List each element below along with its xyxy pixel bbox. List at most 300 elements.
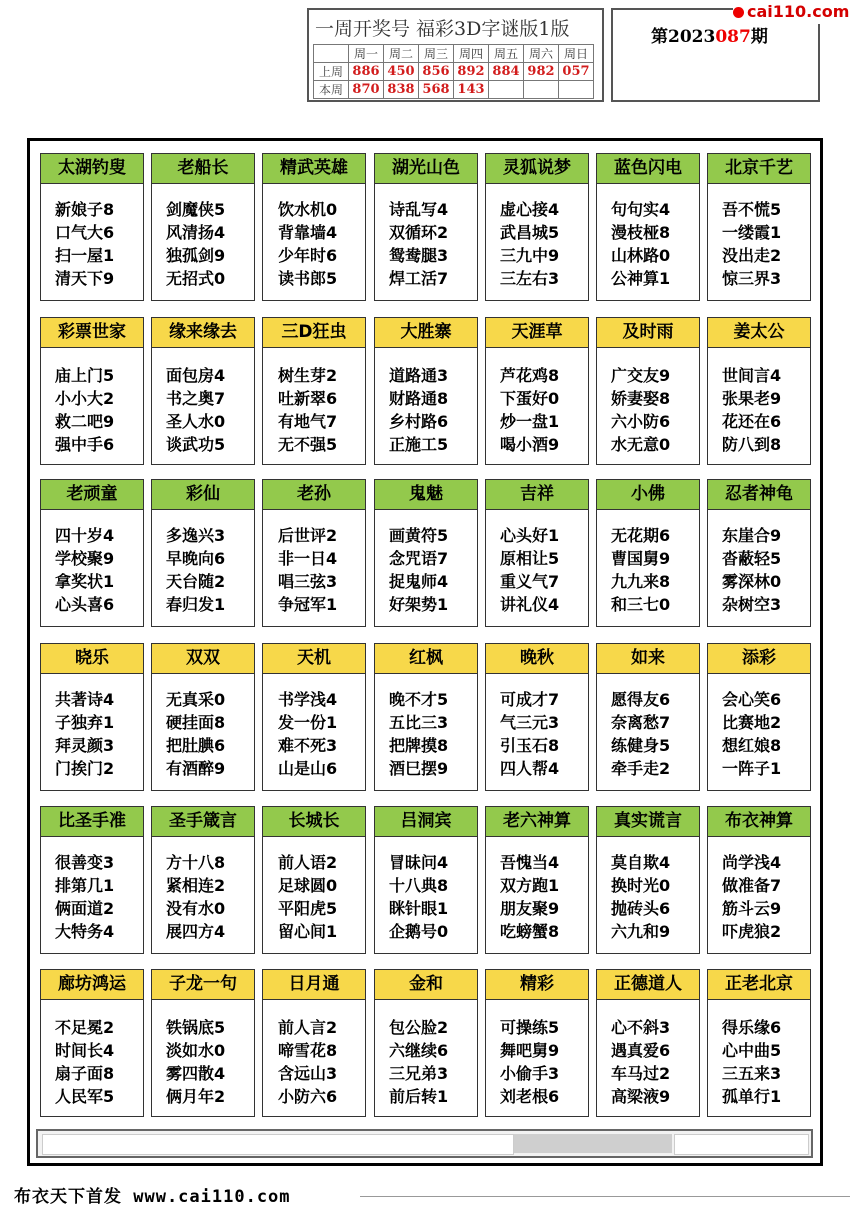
riddle-line: 紧相连2 bbox=[166, 876, 226, 895]
riddle-line: 六继续6 bbox=[389, 1041, 449, 1060]
riddle-lines bbox=[708, 688, 810, 780]
riddle-card bbox=[485, 153, 589, 301]
riddle-lines bbox=[263, 1016, 365, 1108]
riddle-line: 共著诗4 bbox=[55, 690, 115, 709]
riddle-line: 句句实4 bbox=[611, 200, 671, 219]
riddle-line: 背靠墙4 bbox=[278, 223, 338, 242]
riddle-line: 六小防6 bbox=[611, 412, 671, 431]
riddle-line: 广交友9 bbox=[611, 366, 671, 385]
card-title: 老孙 bbox=[263, 480, 365, 510]
card-title: 精武英雄 bbox=[263, 154, 365, 184]
riddle-line: 愿得友6 bbox=[611, 690, 671, 709]
riddle-line: 硬挂面8 bbox=[166, 713, 226, 732]
card-title: 吉祥 bbox=[486, 480, 588, 510]
riddle-line: 吓虎狼2 bbox=[722, 922, 782, 941]
riddle-line: 十八典8 bbox=[389, 876, 449, 895]
riddle-line: 惊三界3 bbox=[722, 269, 782, 288]
riddle-lines bbox=[597, 198, 699, 290]
riddle-line: 拿奖状1 bbox=[55, 572, 115, 591]
riddle-line: 有地气7 bbox=[278, 412, 338, 431]
card-title: 吕洞宾 bbox=[375, 807, 477, 837]
weekday: 周三 bbox=[419, 45, 454, 63]
riddle-line: 下蛋好0 bbox=[500, 389, 560, 408]
riddle-line: 非一日4 bbox=[278, 549, 338, 568]
riddle-line: 世间言4 bbox=[722, 366, 782, 385]
riddle-line: 不足冕2 bbox=[55, 1018, 115, 1037]
card-title: 圣手箴言 bbox=[152, 807, 254, 837]
riddle-lines bbox=[263, 364, 365, 456]
riddle-line: 早晚向6 bbox=[166, 549, 226, 568]
riddle-line: 雾四散4 bbox=[166, 1064, 226, 1083]
riddle-line: 发一份1 bbox=[278, 713, 338, 732]
riddle-line: 门挨门2 bbox=[55, 759, 115, 778]
riddle-line: 山是山6 bbox=[278, 759, 338, 778]
bottom-bar bbox=[36, 1129, 813, 1158]
riddle-line: 焊工活7 bbox=[389, 269, 449, 288]
riddle-card bbox=[40, 643, 144, 791]
riddle-card bbox=[262, 643, 366, 791]
riddle-card bbox=[374, 806, 478, 954]
riddle-line: 舞吧舅9 bbox=[500, 1041, 560, 1060]
card-title: 彩仙 bbox=[152, 480, 254, 510]
riddle-line: 三五来3 bbox=[722, 1064, 782, 1083]
riddle-card bbox=[485, 479, 589, 627]
riddle-line: 争冠军1 bbox=[278, 595, 338, 614]
riddle-lines bbox=[597, 1016, 699, 1108]
riddle-card bbox=[40, 153, 144, 301]
weekday: 周五 bbox=[489, 45, 524, 63]
riddle-line: 独孤剑9 bbox=[166, 246, 226, 265]
riddle-line: 多逸兴3 bbox=[166, 526, 226, 545]
card-title: 老顽童 bbox=[41, 480, 143, 510]
riddle-lines bbox=[708, 364, 810, 456]
riddle-card bbox=[485, 806, 589, 954]
riddle-line: 无不强5 bbox=[278, 435, 338, 454]
riddle-lines bbox=[263, 688, 365, 780]
riddle-line: 气三元3 bbox=[500, 713, 560, 732]
card-title: 日月通 bbox=[263, 970, 365, 1000]
riddle-card bbox=[596, 643, 700, 791]
card-title: 及时雨 bbox=[597, 318, 699, 348]
riddle-line: 防八到8 bbox=[722, 435, 782, 454]
card-title: 正老北京 bbox=[708, 970, 810, 1000]
riddle-line: 曹国舅9 bbox=[611, 549, 671, 568]
riddle-line: 春归发1 bbox=[166, 595, 226, 614]
riddle-line: 原相让5 bbox=[500, 549, 560, 568]
card-title: 比圣手准 bbox=[41, 807, 143, 837]
riddle-card bbox=[151, 479, 255, 627]
riddle-lines bbox=[152, 688, 254, 780]
card-title: 忍者神龟 bbox=[708, 480, 810, 510]
riddle-line: 乡村路6 bbox=[389, 412, 449, 431]
riddle-line: 双循环2 bbox=[389, 223, 449, 242]
draw-number: 057 bbox=[559, 63, 594, 81]
riddle-line: 谈武功5 bbox=[166, 435, 226, 454]
riddle-card bbox=[262, 317, 366, 465]
riddle-line: 无真采0 bbox=[166, 690, 226, 709]
riddle-line: 铁锅底5 bbox=[166, 1018, 226, 1037]
riddle-line: 财路通8 bbox=[389, 389, 449, 408]
card-title: 精彩 bbox=[486, 970, 588, 1000]
riddle-card bbox=[262, 153, 366, 301]
card-title: 老六神算 bbox=[486, 807, 588, 837]
riddle-line: 换时光0 bbox=[611, 876, 671, 895]
riddle-line: 大特务4 bbox=[55, 922, 115, 941]
riddle-line: 娇妻娶8 bbox=[611, 389, 671, 408]
riddle-line: 书之奥7 bbox=[166, 389, 226, 408]
riddle-card bbox=[596, 317, 700, 465]
card-title: 添彩 bbox=[708, 644, 810, 674]
riddle-line: 花还在6 bbox=[722, 412, 782, 431]
riddle-card bbox=[262, 479, 366, 627]
riddle-line: 心中曲5 bbox=[722, 1041, 782, 1060]
riddle-lines bbox=[597, 688, 699, 780]
card-title: 三D狂虫 bbox=[263, 318, 365, 348]
riddle-line: 筋斗云9 bbox=[722, 899, 782, 918]
riddle-lines bbox=[152, 524, 254, 616]
riddle-line: 学校聚9 bbox=[55, 549, 115, 568]
riddle-line: 心头喜6 bbox=[55, 595, 115, 614]
riddle-lines bbox=[708, 851, 810, 943]
draw-number bbox=[559, 81, 594, 99]
header-title: 一周开奖号 福彩3D字谜版1版 bbox=[315, 18, 570, 40]
riddle-lines bbox=[375, 524, 477, 616]
card-title: 大胜寨 bbox=[375, 318, 477, 348]
draw-number: 143 bbox=[454, 81, 489, 99]
riddle-line: 武昌城5 bbox=[500, 223, 560, 242]
riddle-line: 啼雪花8 bbox=[278, 1041, 338, 1060]
riddle-line: 捉鬼师4 bbox=[389, 572, 449, 591]
riddle-line: 重义气7 bbox=[500, 572, 560, 591]
riddle-line: 可操练5 bbox=[500, 1018, 560, 1037]
riddle-line: 双方跑1 bbox=[500, 876, 560, 895]
card-title: 天涯草 bbox=[486, 318, 588, 348]
riddle-lines bbox=[375, 851, 477, 943]
riddle-card bbox=[374, 643, 478, 791]
riddle-line: 无招式0 bbox=[166, 269, 226, 288]
riddle-lines bbox=[708, 1016, 810, 1108]
riddle-line: 没出走2 bbox=[722, 246, 782, 265]
riddle-line: 道路通3 bbox=[389, 366, 449, 385]
riddle-line: 圣人水0 bbox=[166, 412, 226, 431]
riddle-card bbox=[374, 317, 478, 465]
bottom-bar-segment bbox=[674, 1134, 809, 1155]
riddle-line: 尚学浅4 bbox=[722, 853, 782, 872]
draw-number: 982 bbox=[524, 63, 559, 81]
riddle-line: 吾不慌5 bbox=[722, 200, 782, 219]
riddle-line: 把牌摸8 bbox=[389, 736, 449, 755]
riddle-card bbox=[707, 643, 811, 791]
riddle-card bbox=[151, 969, 255, 1117]
riddle-line: 杂树空3 bbox=[722, 595, 782, 614]
riddle-card bbox=[374, 479, 478, 627]
riddle-line: 强中手6 bbox=[55, 435, 115, 454]
riddle-lines bbox=[41, 851, 143, 943]
riddle-line: 冒昧问4 bbox=[389, 853, 449, 872]
draw-number bbox=[489, 81, 524, 99]
draw-number: 838 bbox=[384, 81, 419, 99]
card-title: 北京千艺 bbox=[708, 154, 810, 184]
riddle-card bbox=[596, 806, 700, 954]
riddle-line: 比赛地2 bbox=[722, 713, 782, 732]
riddle-line: 扇子面8 bbox=[55, 1064, 115, 1083]
riddle-line: 和三七0 bbox=[611, 595, 671, 614]
riddle-line: 五比三3 bbox=[389, 713, 449, 732]
riddle-card bbox=[151, 153, 255, 301]
riddle-lines bbox=[152, 851, 254, 943]
card-title: 姜太公 bbox=[708, 318, 810, 348]
riddle-line: 剑魔侠5 bbox=[166, 200, 226, 219]
card-title: 蓝色闪电 bbox=[597, 154, 699, 184]
riddle-line: 淡如水0 bbox=[166, 1041, 226, 1060]
draw-number: 886 bbox=[349, 63, 384, 81]
riddle-line: 心不斜3 bbox=[611, 1018, 671, 1037]
riddle-line: 酒巳摆9 bbox=[389, 759, 449, 778]
riddle-card bbox=[707, 969, 811, 1117]
footer-text: 布衣天下首发 www.cai110.com bbox=[14, 1187, 291, 1207]
riddle-card bbox=[707, 479, 811, 627]
riddle-lines bbox=[263, 524, 365, 616]
card-title: 天机 bbox=[263, 644, 365, 674]
riddle-line: 做准备7 bbox=[722, 876, 782, 895]
riddle-lines bbox=[708, 198, 810, 290]
riddle-lines bbox=[375, 1016, 477, 1108]
riddle-lines bbox=[263, 198, 365, 290]
issue-number: 第2023087期 bbox=[651, 27, 768, 47]
riddle-lines bbox=[41, 198, 143, 290]
riddle-line: 心头好1 bbox=[500, 526, 560, 545]
riddle-line: 平阳虎5 bbox=[278, 899, 338, 918]
bottom-bar-segment bbox=[514, 1134, 672, 1153]
riddle-lines bbox=[486, 524, 588, 616]
card-title: 太湖钓叟 bbox=[41, 154, 143, 184]
riddle-line: 包公脸2 bbox=[389, 1018, 449, 1037]
riddle-line: 新娘子8 bbox=[55, 200, 115, 219]
card-title: 双双 bbox=[152, 644, 254, 674]
riddle-line: 人民军5 bbox=[55, 1087, 115, 1106]
riddle-lines bbox=[152, 198, 254, 290]
riddle-line: 四十岁4 bbox=[55, 526, 115, 545]
card-title: 红枫 bbox=[375, 644, 477, 674]
riddle-line: 企鹅号0 bbox=[389, 922, 449, 941]
riddle-card bbox=[262, 806, 366, 954]
riddle-card bbox=[707, 317, 811, 465]
riddle-line: 芦花鸡8 bbox=[500, 366, 560, 385]
riddle-line: 吃螃蟹8 bbox=[500, 922, 560, 941]
riddle-line: 好架势1 bbox=[389, 595, 449, 614]
riddle-lines bbox=[486, 198, 588, 290]
riddle-line: 口气大6 bbox=[55, 223, 115, 242]
riddle-line: 孤单行1 bbox=[722, 1087, 782, 1106]
card-title: 彩票世家 bbox=[41, 318, 143, 348]
riddle-line: 饮水机0 bbox=[278, 200, 338, 219]
riddle-line: 遇真爱6 bbox=[611, 1041, 671, 1060]
riddle-lines bbox=[263, 851, 365, 943]
riddle-line: 想红娘8 bbox=[722, 736, 782, 755]
riddle-card bbox=[40, 317, 144, 465]
card-title: 长城长 bbox=[263, 807, 365, 837]
riddle-card bbox=[151, 643, 255, 791]
riddle-card bbox=[596, 479, 700, 627]
riddle-line: 东崖合9 bbox=[722, 526, 782, 545]
draw-number: 870 bbox=[349, 81, 384, 99]
riddle-line: 后世评2 bbox=[278, 526, 338, 545]
riddle-line: 莫自欺4 bbox=[611, 853, 671, 872]
card-title: 子龙一句 bbox=[152, 970, 254, 1000]
riddle-lines bbox=[486, 1016, 588, 1108]
riddle-lines bbox=[597, 364, 699, 456]
riddle-card bbox=[151, 317, 255, 465]
riddle-line: 得乐缘6 bbox=[722, 1018, 782, 1037]
riddle-card bbox=[596, 969, 700, 1117]
riddle-line: 画黄符5 bbox=[389, 526, 449, 545]
riddle-line: 子独弃1 bbox=[55, 713, 115, 732]
results-header bbox=[307, 8, 604, 102]
riddle-line: 庙上门5 bbox=[55, 366, 115, 385]
riddle-line: 正施工5 bbox=[389, 435, 449, 454]
riddle-lines bbox=[486, 364, 588, 456]
card-title: 晚秋 bbox=[486, 644, 588, 674]
riddle-line: 六九和9 bbox=[611, 922, 671, 941]
logo-dot-icon bbox=[733, 7, 744, 18]
riddle-line: 俩月年2 bbox=[166, 1087, 226, 1106]
footer-divider bbox=[360, 1196, 850, 1197]
last-week-label: 上周 bbox=[314, 63, 349, 81]
riddle-line: 雾深林0 bbox=[722, 572, 782, 591]
weekday: 周六 bbox=[524, 45, 559, 63]
riddle-line: 读书郎5 bbox=[278, 269, 338, 288]
riddle-lines bbox=[486, 688, 588, 780]
site-logo[interactable] bbox=[733, 0, 850, 24]
riddle-line: 眯针眼1 bbox=[389, 899, 449, 918]
card-title: 缘来缘去 bbox=[152, 318, 254, 348]
draw-number: 884 bbox=[489, 63, 524, 81]
riddle-line: 三左右3 bbox=[500, 269, 560, 288]
riddle-line: 抛砖头6 bbox=[611, 899, 671, 918]
riddle-line: 牵手走2 bbox=[611, 759, 671, 778]
riddle-line: 有酒醉9 bbox=[166, 759, 226, 778]
riddle-line: 四人帮4 bbox=[500, 759, 560, 778]
riddle-line: 面包房4 bbox=[166, 366, 226, 385]
card-title: 鬼魅 bbox=[375, 480, 477, 510]
riddle-lines bbox=[41, 524, 143, 616]
riddle-line: 公神算1 bbox=[611, 269, 671, 288]
riddle-line: 讲礼仪4 bbox=[500, 595, 560, 614]
riddle-lines bbox=[41, 1016, 143, 1108]
riddle-line: 含远山3 bbox=[278, 1064, 338, 1083]
riddle-line: 很善变3 bbox=[55, 853, 115, 872]
riddle-line: 方十八8 bbox=[166, 853, 226, 872]
riddle-lines bbox=[375, 688, 477, 780]
draw-number bbox=[524, 81, 559, 99]
riddle-line: 练健身5 bbox=[611, 736, 671, 755]
this-week-label: 本周 bbox=[314, 81, 349, 99]
riddle-line: 晚不才5 bbox=[389, 690, 449, 709]
riddle-line: 高梁液9 bbox=[611, 1087, 671, 1106]
weekday: 周一 bbox=[349, 45, 384, 63]
weekday: 周四 bbox=[454, 45, 489, 63]
card-title: 湖光山色 bbox=[375, 154, 477, 184]
riddle-line: 小小大2 bbox=[55, 389, 115, 408]
riddle-line: 刘老根6 bbox=[500, 1087, 560, 1106]
riddle-line: 俩面道2 bbox=[55, 899, 115, 918]
riddle-card bbox=[596, 153, 700, 301]
riddle-lines bbox=[708, 524, 810, 616]
riddle-line: 唱三弦3 bbox=[278, 572, 338, 591]
riddle-line: 吐新翠6 bbox=[278, 389, 338, 408]
riddle-line: 九九来8 bbox=[611, 572, 671, 591]
riddle-line: 风清扬4 bbox=[166, 223, 226, 242]
riddle-line: 炒一盘1 bbox=[500, 412, 560, 431]
riddle-line: 会心笑6 bbox=[722, 690, 782, 709]
riddle-line: 没有水0 bbox=[166, 899, 226, 918]
riddle-line: 树生芽2 bbox=[278, 366, 338, 385]
riddle-line: 清天下9 bbox=[55, 269, 115, 288]
riddle-line: 张果老9 bbox=[722, 389, 782, 408]
riddle-line: 天台随2 bbox=[166, 572, 226, 591]
riddle-lines bbox=[152, 364, 254, 456]
riddle-line: 三九中9 bbox=[500, 246, 560, 265]
riddle-line: 引玉石8 bbox=[500, 736, 560, 755]
riddle-line: 喝小酒9 bbox=[500, 435, 560, 454]
weekday: 周日 bbox=[559, 45, 594, 63]
riddle-card bbox=[485, 969, 589, 1117]
bottom-bar-segment bbox=[42, 1134, 514, 1155]
riddle-line: 无花期6 bbox=[611, 526, 671, 545]
card-title: 正德道人 bbox=[597, 970, 699, 1000]
riddle-lines bbox=[41, 688, 143, 780]
riddle-line: 少年时6 bbox=[278, 246, 338, 265]
riddle-card bbox=[374, 153, 478, 301]
riddle-line: 展四方4 bbox=[166, 922, 226, 941]
draw-number: 856 bbox=[419, 63, 454, 81]
riddle-line: 扫一屋1 bbox=[55, 246, 115, 265]
riddle-card bbox=[262, 969, 366, 1117]
riddle-lines bbox=[597, 524, 699, 616]
riddle-line: 前后转1 bbox=[389, 1087, 449, 1106]
riddle-line: 把肚腆6 bbox=[166, 736, 226, 755]
riddle-line: 留心间1 bbox=[278, 922, 338, 941]
riddle-card bbox=[151, 806, 255, 954]
riddle-grid bbox=[27, 138, 823, 1166]
riddle-line: 前人言2 bbox=[278, 1018, 338, 1037]
riddle-line: 书学浅4 bbox=[278, 690, 338, 709]
riddle-card bbox=[707, 806, 811, 954]
card-title: 如来 bbox=[597, 644, 699, 674]
card-title: 老船长 bbox=[152, 154, 254, 184]
riddle-line: 奈离愁7 bbox=[611, 713, 671, 732]
riddle-line: 排第几1 bbox=[55, 876, 115, 895]
riddle-line: 诗乱写4 bbox=[389, 200, 449, 219]
card-title: 灵狐说梦 bbox=[486, 154, 588, 184]
card-title: 布衣神算 bbox=[708, 807, 810, 837]
draw-number: 568 bbox=[419, 81, 454, 99]
riddle-card bbox=[485, 643, 589, 791]
riddle-card bbox=[707, 153, 811, 301]
riddle-lines bbox=[375, 198, 477, 290]
riddle-line: 前人语2 bbox=[278, 853, 338, 872]
riddle-line: 三兄弟3 bbox=[389, 1064, 449, 1083]
draw-number: 450 bbox=[384, 63, 419, 81]
card-title: 真实谎言 bbox=[597, 807, 699, 837]
card-title: 金和 bbox=[375, 970, 477, 1000]
riddle-card bbox=[485, 317, 589, 465]
weekday: 周二 bbox=[384, 45, 419, 63]
riddle-line: 鸳鸯腿3 bbox=[389, 246, 449, 265]
riddle-card bbox=[40, 969, 144, 1117]
riddle-line: 虚心接4 bbox=[500, 200, 560, 219]
riddle-lines bbox=[597, 851, 699, 943]
